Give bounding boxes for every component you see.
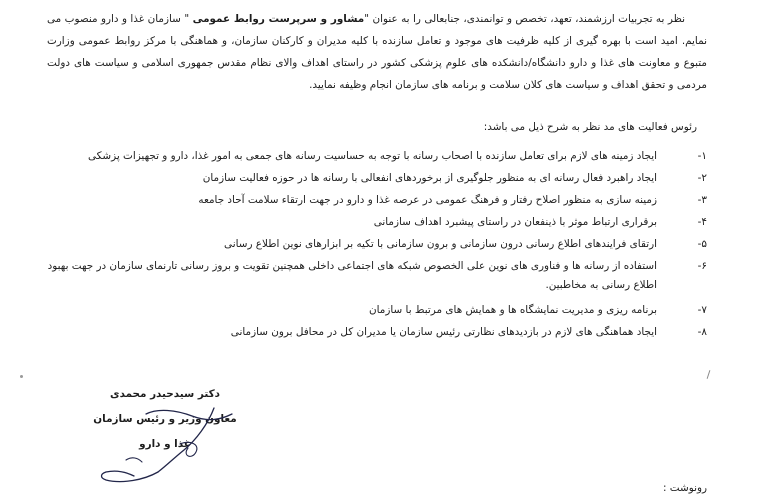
item-text: ایجاد هماهنگی های لازم در بازدیدهای نظارتی رئیس سازمان یا مدیران کل در محافل برون سازمانی <box>230 326 657 338</box>
cc-label: رونوشت : <box>662 482 707 494</box>
list-item <box>47 189 707 211</box>
item-text: ایجاد زمینه های لازم برای تعامل سازنده با اصحاب رسانه با توجه به حساسیت رسانه های جمعی به امور غذا، دارو و تجهیزات پزشکی <box>88 150 657 162</box>
intro-lead: نظر به تجربیات ارزشمند، تعهد، تخصص و توانمندی، جنابعالی را به عنوان " <box>364 13 685 25</box>
item-number: ۱- <box>697 150 707 162</box>
stray-mark <box>707 370 711 379</box>
item-number: ۵- <box>697 238 707 250</box>
item-number: ۸- <box>697 326 707 338</box>
item-number: ۶- <box>697 260 707 272</box>
item-number: ۲- <box>697 172 707 184</box>
handwritten-signature <box>96 400 246 490</box>
item-text: برقراری ارتباط موثر با ذینفعان در راستای پیشبرد اهداف سازمانی <box>373 216 657 228</box>
activities-list <box>47 145 707 343</box>
section-title: رئوس فعالیت های مد نظر به شرح ذیل می باشد: <box>483 121 697 133</box>
item-text: استفاده از رسانه ها و فناوری های نوین علی الخصوص شبکه های اجتماعی داخلی همچنین تقویت و بروز رسانی تارنمای سازمان در جهت بهبود اطلاع رسانی به مخاطبین. <box>47 260 657 291</box>
item-number: ۷- <box>697 304 707 316</box>
list-item <box>47 321 707 343</box>
item-text: ارتقای فرایندهای اطلاع رسانی درون سازمانی و برون سازمانی با تکیه بر ابزارهای نوین اطلاع رسانی <box>224 238 657 250</box>
list-item <box>47 145 707 167</box>
item-text: برنامه ریزی و مدیریت نمایشگاه ها و همایش های مرتبط با سازمان <box>369 304 657 316</box>
item-number: ۳- <box>697 194 707 206</box>
intro-rest: " سازمان غذا و دارو منصوب می نمایم. امید است با بهره گیری از کلیه ظرفیت های موجود و تعامل سازنده با کلیه مدیران و کارکنان سازمان، و هماهنگی با مرکز روابط عمومی وزارت متبوع و معاونت های غذا و دارو دانشگاه/دانشکده های علوم پزشکی کشور در راستای اهداف والای نظام مقدس جمهوری اسلامی و سیاست های دولت مردمی و تحقق اهداف و سیاست های کلان سلامت و برنامه های سازمان انجام وظیفه نمایید. <box>47 13 707 91</box>
signatory-name: دکتر سیدحیدر محمدی <box>110 388 220 400</box>
item-number: ۴- <box>697 216 707 228</box>
intro-paragraph <box>47 8 707 96</box>
list-item <box>47 167 707 189</box>
item-text: ایجاد راهبرد فعال رسانه ای به منظور جلوگیری از برخوردهای انفعالی با رسانه ها در حوزه فعالیت سازمان <box>202 172 657 184</box>
intro-role: مشاور و سرپرست روابط عمومی <box>192 13 365 25</box>
list-item <box>47 255 707 299</box>
stray-mark <box>20 375 23 378</box>
list-item <box>47 233 707 255</box>
item-text: زمینه سازی به منظور اصلاح رفتار و فرهنگ عمومی در عرصه غذا و دارو در جهت ارتقاء سلامت آحاد جامعه <box>198 194 657 206</box>
list-item <box>47 211 707 233</box>
list-item <box>47 299 707 321</box>
signatory-title: معاون وزیر و رئیس سازمان غذا و دارو <box>93 413 237 450</box>
